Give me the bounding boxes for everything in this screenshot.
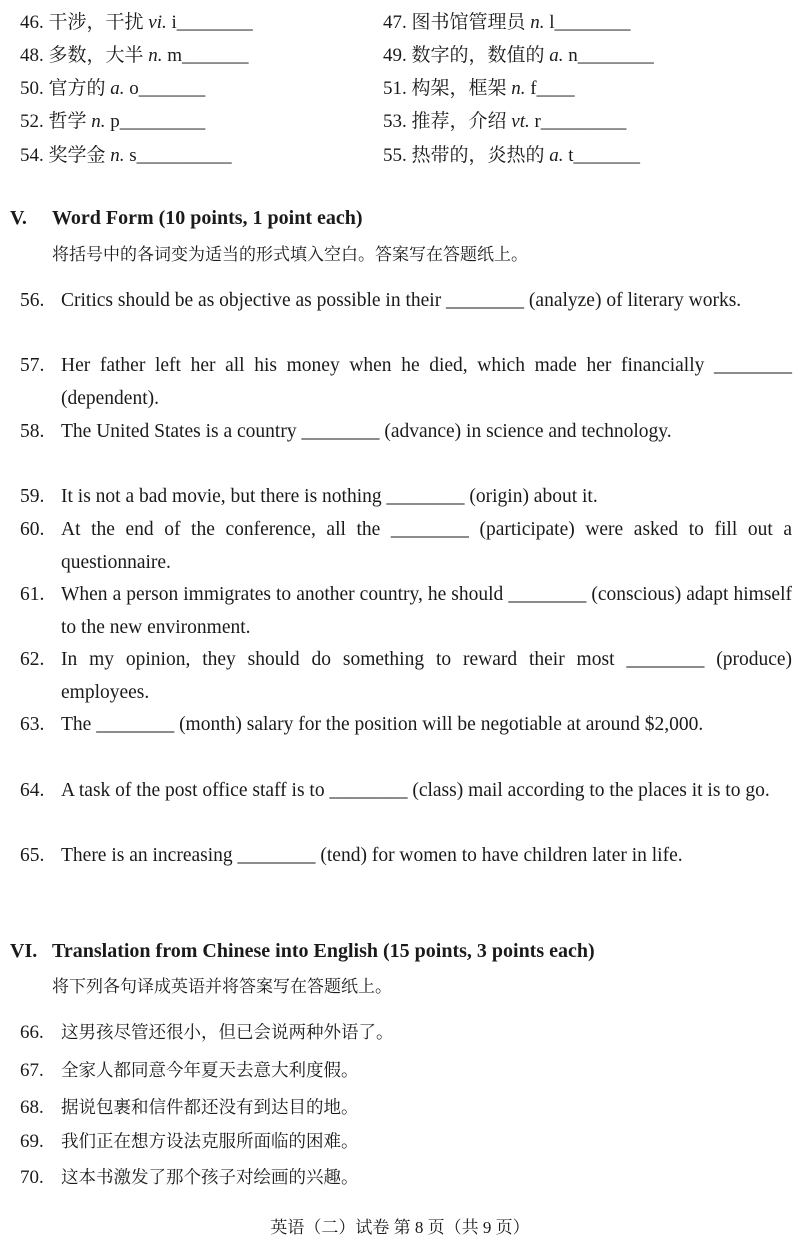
section-v-title: Word Form (10 points, 1 point each) [52, 207, 363, 229]
section-v-instruction: 将括号中的各词变为适当的形式填入空白。答案写在答题纸上。 [52, 245, 528, 265]
translation-69: 69. 我们正在想方设法克服所面临的困难。 [20, 1131, 359, 1152]
vocab-item-50: 50. 官方的 a. o_______ [20, 78, 206, 99]
question-60: 60. At the end of the conference, all the ________ (participate) were asked to fill out a questionnaire. [20, 519, 792, 573]
section-vi-instruction: 将下列各句译成英语并将答案写在答题纸上。 [52, 977, 392, 997]
vocab-item-55: 55. 热带的，炎热的 a. t_______ [383, 145, 641, 166]
vocab-row [0, 7, 800, 39]
vocab-row [0, 106, 800, 138]
vocab-row [0, 73, 800, 105]
vocab-item-48: 48. 多数，大半 n. m_______ [20, 45, 249, 66]
question-56: 56. Critics should be as objective as possible in their ________ (analyze) of literary works. [20, 290, 742, 311]
section-v-heading [10, 207, 363, 230]
vocab-item-53: 53. 推荐，介绍 vt. r_________ [383, 111, 627, 132]
question-63: 63. The ________ (month) salary for the position will be negotiable at around $2,000. [20, 714, 704, 735]
question-64: 64. A task of the post office staff is to ________ (class) mail according to the places it is to go. [20, 780, 770, 801]
question-62: 62. In my opinion, they should do something to reward their most ________ (produce) employees. [20, 649, 792, 703]
translation-68: 68. 据说包裹和信件都还没有到达目的地。 [20, 1097, 359, 1118]
vocab-item-46: 46. 干涉，干扰 vi. i________ [20, 12, 253, 33]
vocab-item-51: 51. 构架，框架 n. f____ [383, 78, 575, 99]
vocab-item-49: 49. 数字的，数值的 a. n________ [383, 45, 654, 66]
section-v-number: V. [10, 207, 27, 229]
section-vi-heading [10, 940, 595, 963]
question-57: 57. Her father left her all his money when he died, which made her financially ________ (dependent). [20, 355, 792, 409]
question-65: 65. There is an increasing ________ (tend) for women to have children later in life. [20, 845, 683, 866]
translation-67: 67. 全家人都同意今年夏天去意大利度假。 [20, 1060, 359, 1081]
section-vi-title: Translation from Chinese into English (15 points, 3 points each) [52, 940, 595, 962]
question-61: 61. When a person immigrates to another country, he should ________ (conscious) adapt himself to the new environment. [20, 584, 792, 638]
translation-70: 70. 这本书激发了那个孩子对绘画的兴趣。 [20, 1167, 359, 1188]
vocab-item-54: 54. 奖学金 n. s__________ [20, 145, 232, 166]
question-58: 58. The United States is a country ________ (advance) in science and technology. [20, 421, 672, 442]
section-vi-number: VI. [10, 940, 38, 962]
vocab-row [0, 140, 800, 172]
vocab-row [0, 40, 800, 72]
page-footer: 英语（二）试卷 第 8 页（共 9 页） [270, 1218, 530, 1237]
question-59: 59. It is not a bad movie, but there is nothing ________ (origin) about it. [20, 486, 598, 507]
translation-66: 66. 这男孩尽管还很小，但已会说两种外语了。 [20, 1022, 394, 1043]
vocab-item-52: 52. 哲学 n. p_________ [20, 111, 206, 132]
vocab-item-47: 47. 图书馆管理员 n. l________ [383, 12, 631, 33]
